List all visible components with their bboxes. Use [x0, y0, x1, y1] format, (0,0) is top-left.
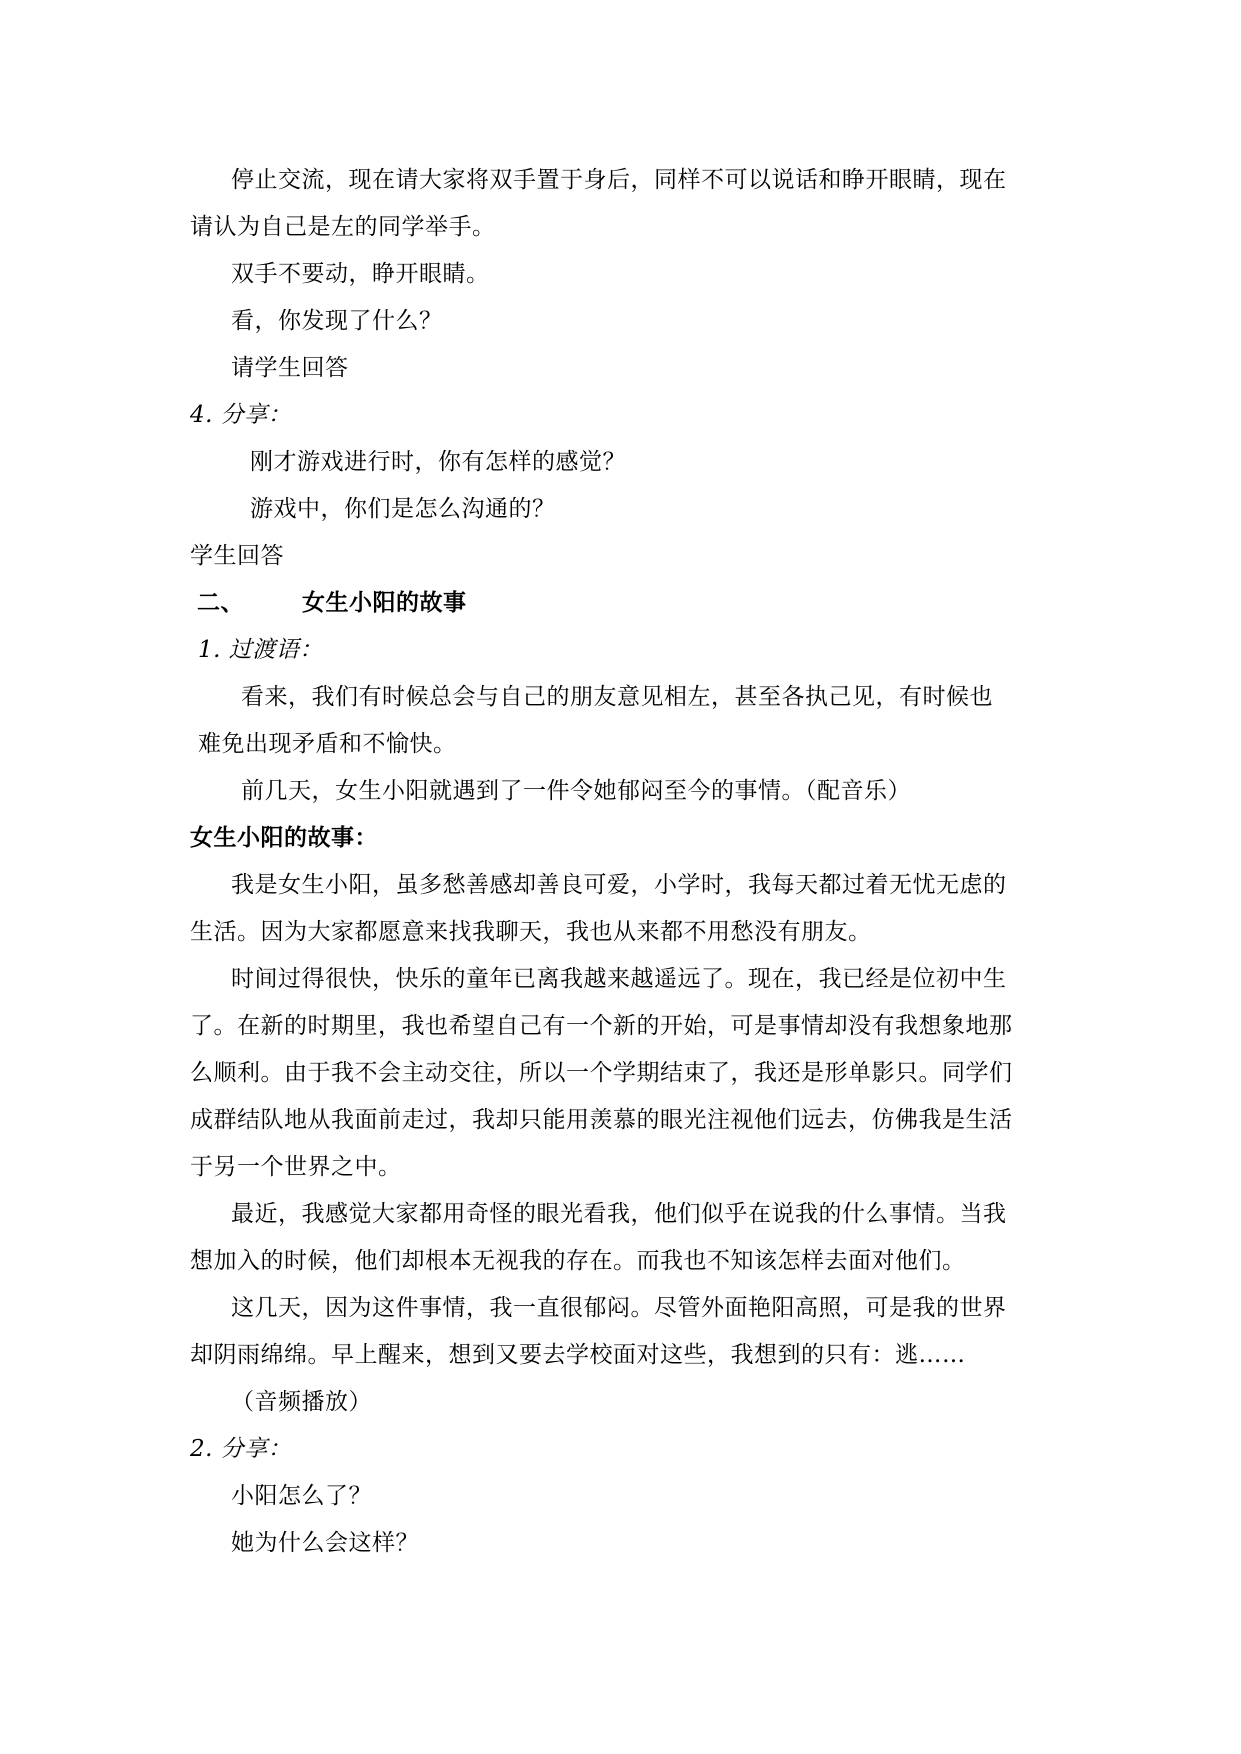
question-line: 她为什么会这样？ [231, 1530, 419, 1556]
story-line: 想加入的时候，他们却根本无视我的存在。而我也不知该怎样去面对他们。 [190, 1248, 966, 1274]
story-line: 最近，我感觉大家都用奇怪的眼光看我，他们似乎在说我的什么事情。当我 [231, 1201, 1007, 1227]
paragraph-line: 难免出现矛盾和不愉快。 [198, 731, 457, 757]
paragraph-line: 停止交流，现在请大家将双手置于身后，同样不可以说话和睁开眼睛，现在 [231, 167, 1007, 193]
story-line: 我是女生小阳，虽多愁善感却善良可爱，小学时，我每天都过着无忧无虑的 [231, 872, 1007, 898]
paragraph-line: 请学生回答 [231, 355, 349, 381]
story-line: 这几天，因为这件事情，我一直很郁闷。尽管外面艳阳高照，可是我的世界 [231, 1295, 1007, 1321]
subheading-share: 4. 分享： [190, 402, 292, 428]
question-line: 小阳怎么了？ [231, 1483, 372, 1509]
section-title: 女生小阳的故事 [302, 589, 467, 616]
paragraph-line: 看来，我们有时候总会与自己的朋友意见相左，甚至各执己见，有时候也 [241, 684, 993, 710]
story-line: 了。在新的时期里，我也希望自己有一个新的开始，可是事情却没有我想象地那 [190, 1013, 1013, 1039]
story-line: 却阴雨绵绵。早上醒来，想到又要去学校面对这些，我想到的只有：逃…… [190, 1342, 966, 1368]
question-line: 刚才游戏进行时，你有怎样的感觉？ [250, 449, 626, 475]
subheading-share-2: 2. 分享： [190, 1436, 292, 1462]
question-line: 游戏中，你们是怎么沟通的？ [250, 496, 556, 522]
story-line: 生活。因为大家都愿意来找我聊天，我也从来都不用愁没有朋友。 [190, 919, 872, 945]
story-heading: 女生小阳的故事： [190, 824, 378, 851]
paragraph-line: 请认为自己是左的同学举手。 [190, 214, 496, 240]
story-line: 么顺利。由于我不会主动交往，所以一个学期结束了，我还是形单影只。同学们 [190, 1060, 1013, 1086]
section-number: 二、 [197, 589, 244, 616]
story-line: 成群结队地从我面前走过，我却只能用羡慕的眼光注视他们远去，仿佛我是生活 [190, 1107, 1013, 1133]
audio-note: （音频播放） [231, 1389, 372, 1415]
paragraph-line: 双手不要动，睁开眼睛。 [231, 261, 490, 287]
story-line: 于另一个世界之中。 [190, 1154, 402, 1180]
section-heading [197, 588, 467, 618]
paragraph-line: 看，你发现了什么？ [231, 308, 443, 334]
subheading-transition: 1. 过渡语： [198, 637, 323, 663]
paragraph-line: 前几天，女生小阳就遇到了一件令她郁闷至今的事情。（配音乐） [241, 778, 911, 804]
story-line: 时间过得很快，快乐的童年已离我越来越遥远了。现在，我已经是位初中生 [231, 966, 1007, 992]
paragraph-line: 学生回答 [190, 543, 284, 569]
